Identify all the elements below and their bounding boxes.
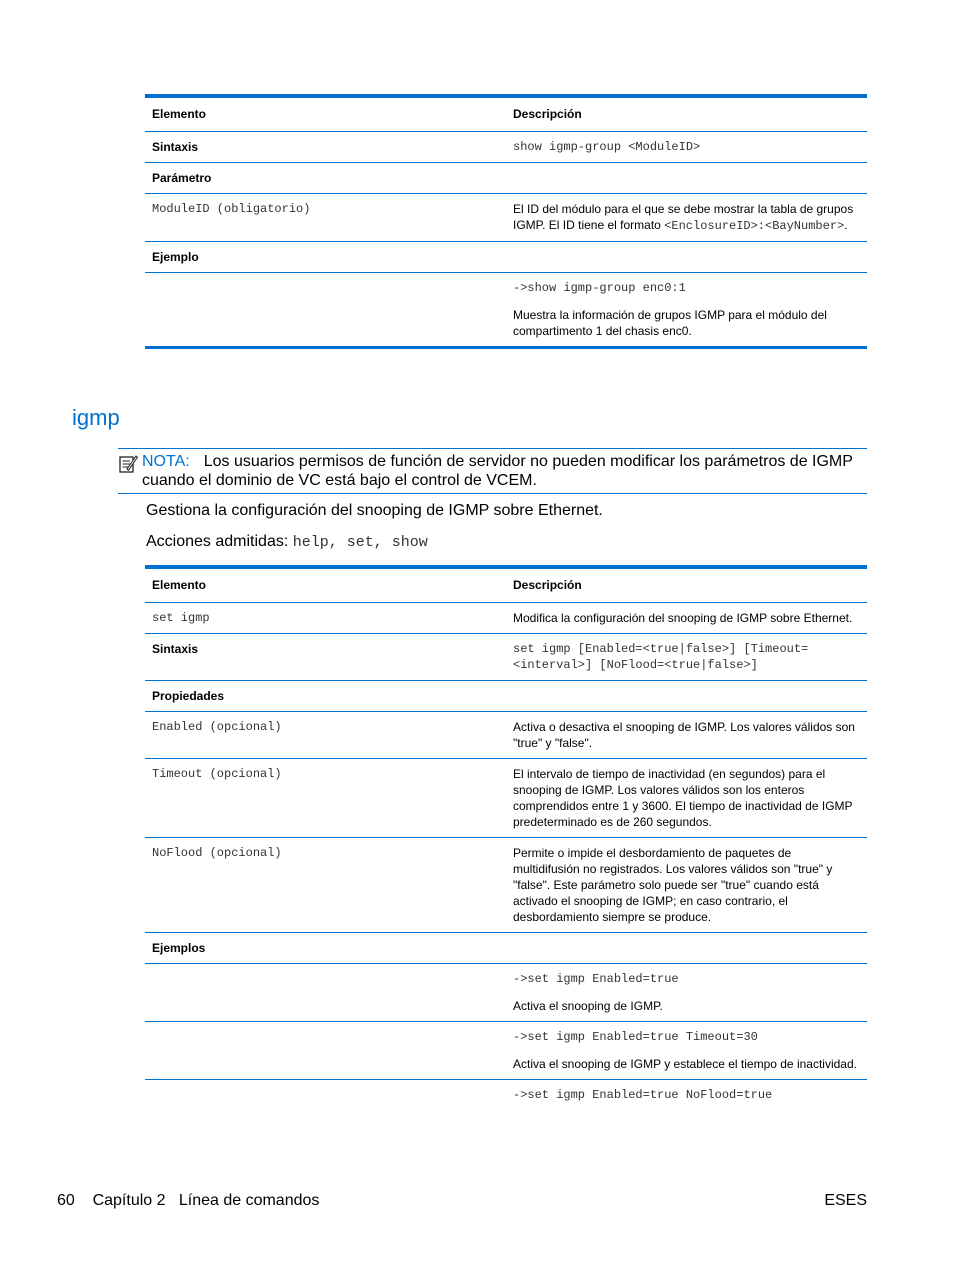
param-description-text: El ID del módulo para el que se debe mostrar la tabla de grupos IGMP. El ID tiene el formato — [513, 202, 854, 232]
row-label — [145, 273, 506, 348]
note-icon — [118, 452, 142, 490]
header-elemento: Elemento — [145, 96, 506, 132]
supported-actions — [146, 532, 428, 552]
row-value — [506, 163, 867, 194]
row-value — [506, 933, 867, 964]
row-label — [145, 1080, 506, 1111]
param-format-code: <EnclosureID>:<BayNumber> — [664, 219, 845, 233]
table-row — [145, 964, 867, 1022]
row-value — [506, 242, 867, 273]
table-row — [145, 273, 867, 348]
syntax-code: show igmp-group <ModuleID> — [506, 132, 867, 163]
table-header-row — [145, 567, 867, 603]
example-code: ->show igmp-group enc0:1 — [513, 281, 686, 295]
example-cell — [506, 964, 867, 1022]
section-title: igmp — [72, 405, 120, 430]
actions-value: help, set, show — [292, 534, 428, 551]
table-row — [145, 1080, 867, 1111]
header-elemento: Elemento — [145, 567, 506, 603]
syntax-code: set igmp [Enabled=<true|false>] [Timeout=<interval>] [NoFlood=<true|false>] — [506, 634, 867, 681]
property-name: Timeout (opcional) — [145, 759, 506, 838]
table-row — [145, 242, 867, 273]
section-description: Gestiona la configuración del snooping de IGMP sobre Ethernet. — [146, 502, 603, 519]
note-text: Los usuarios permisos de función de servidor no pueden modificar los parámetros de IGMP cuando el dominio de VC está bajo el control de VCEM. — [142, 453, 853, 489]
table-row — [145, 634, 867, 681]
table-row — [145, 1022, 867, 1080]
note-label: NOTA: — [142, 453, 190, 470]
chapter-title: Capítulo 2 Línea de comandos — [92, 1192, 320, 1209]
property-name: Enabled (opcional) — [145, 712, 506, 759]
example-code: ->set igmp Enabled=true — [513, 972, 679, 986]
row-label — [145, 1022, 506, 1080]
table-row — [145, 603, 867, 634]
note-body — [142, 452, 867, 490]
param-name: ModuleID (obligatorio) — [145, 194, 506, 242]
example-cell — [506, 1022, 867, 1080]
header-descripcion: Descripción — [506, 567, 867, 603]
actions-separator: : — [283, 533, 289, 550]
row-label: Propiedades — [145, 681, 506, 712]
param-description-end: . — [844, 218, 848, 232]
set-igmp-table — [145, 565, 867, 1110]
property-description: El intervalo de tiempo de inactividad (en segundos) para el snooping de IGMP. Los valores válidos son los enteros comprendidos entre 1 y 3600. El tiempo de inactividad de IGMP predeterminado es de 260 segundos. — [506, 759, 867, 838]
row-label: Ejemplo — [145, 242, 506, 273]
row-label: Sintaxis — [145, 634, 506, 681]
example-description: Activa el snooping de IGMP y establece el tiempo de inactividad. — [513, 1057, 857, 1071]
page-footer-left — [57, 1192, 319, 1210]
table-header-row — [145, 96, 867, 132]
example-code: ->set igmp Enabled=true NoFlood=true — [513, 1088, 773, 1102]
example-cell — [506, 1080, 867, 1111]
table-row — [145, 194, 867, 242]
example-code: ->set igmp Enabled=true Timeout=30 — [513, 1030, 758, 1044]
example-cell — [506, 273, 867, 348]
row-label: Ejemplos — [145, 933, 506, 964]
table-row — [145, 712, 867, 759]
table-row — [145, 838, 867, 933]
row-label — [145, 964, 506, 1022]
table-row — [145, 163, 867, 194]
example-description: Activa el snooping de IGMP. — [513, 999, 663, 1013]
property-description: Permite o impide el desbordamiento de paquetes de multidifusión no registrados. Los valores válidos son "true" y "false". Este parámetro solo puede ser "true" cuando está activado el snooping de IGMP; en caso contrario, el desbordamiento siempre se produce. — [506, 838, 867, 933]
command-name: set igmp — [145, 603, 506, 634]
row-label: Sintaxis — [145, 132, 506, 163]
actions-label: Acciones admitidas — [146, 533, 284, 550]
header-descripcion: Descripción — [506, 96, 867, 132]
property-name: NoFlood (opcional) — [145, 838, 506, 933]
table-row — [145, 759, 867, 838]
show-igmp-group-table — [145, 94, 867, 349]
example-description: Muestra la información de grupos IGMP para el módulo del compartimento 1 del chasis enc0. — [513, 308, 827, 338]
property-description: Activa o desactiva el snooping de IGMP. Los valores válidos son "true" y "false". — [506, 712, 867, 759]
page-number: 60 — [57, 1192, 75, 1209]
table-row — [145, 933, 867, 964]
row-label: Parámetro — [145, 163, 506, 194]
row-value — [506, 681, 867, 712]
page-footer-right: ESES — [824, 1192, 867, 1209]
note-box — [118, 448, 867, 494]
param-description — [506, 194, 867, 242]
table-row — [145, 132, 867, 163]
table-row — [145, 681, 867, 712]
command-description: Modifica la configuración del snooping de IGMP sobre Ethernet. — [506, 603, 867, 634]
